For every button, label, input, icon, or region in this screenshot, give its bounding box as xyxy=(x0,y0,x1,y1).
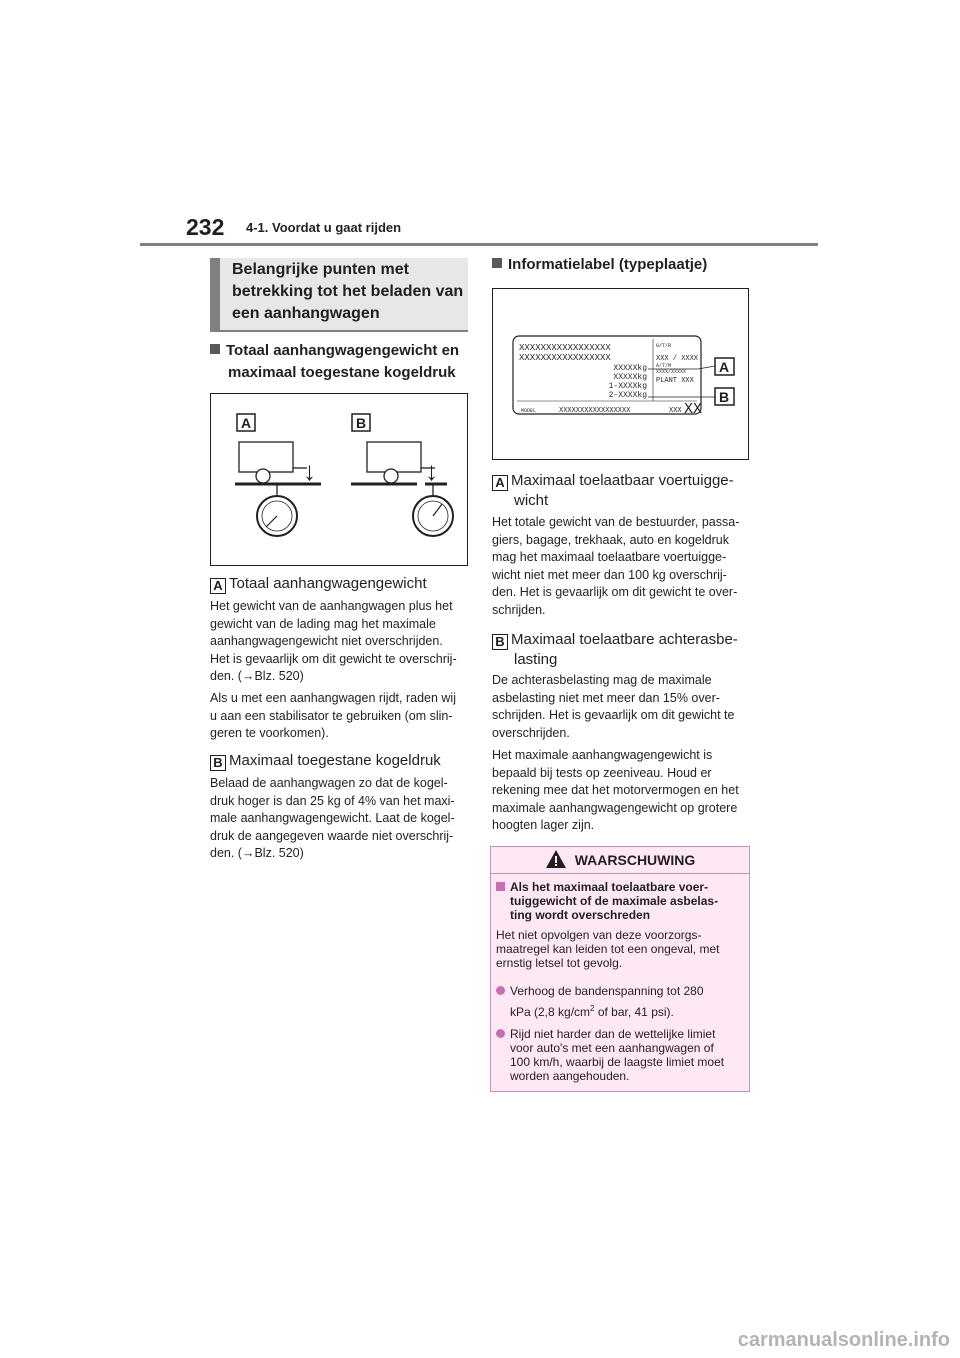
left-heading: Totaal aanhangwagengewicht en maximaal toegestane kogeldruk xyxy=(210,340,470,384)
trailer-a-icon xyxy=(235,442,321,536)
plate-figure xyxy=(492,288,749,460)
warning-square-icon xyxy=(496,882,505,891)
plate-row2: XXXXXXXXXXXXXXXXX xyxy=(519,353,611,363)
warning-bullet-2: Rijd niet harder dan de wettelijke limiet voor auto's met een aanhangwagen of 100 km/h, waarbij de laagste limiet moet worden aangehouden. xyxy=(496,1027,746,1083)
trailer-b-icon xyxy=(351,442,453,536)
plate-kg1: XXXXXkg xyxy=(613,364,647,373)
figure-label-a: A xyxy=(240,415,252,431)
left-item-a-text: Het gewicht van de aanhangwagen plus het gewicht van de lading mag het maximale aanhangwagengewicht niet overschrijden. Het is gevaarlijk om dit gewicht te overschrij- den. (→Blz. 520) xyxy=(210,599,457,683)
plate-label-b: B xyxy=(718,389,730,405)
plate-illustration xyxy=(493,289,748,459)
plate-code-big: XX xyxy=(684,401,703,418)
right-item-a-title: A Maximaal toelaatbaar voertuigge- wicht xyxy=(492,471,754,511)
bullet-dot-icon xyxy=(496,1029,505,1038)
plate-xxxx: XXXX/XXXXX xyxy=(656,369,687,375)
right-item-b-text: De achterasbelasting mag de maximale asbelasting niet met meer dan 15% over- schrijden. Het is gevaarlijk om dit gewicht te overschrijden. xyxy=(492,673,735,740)
svg-text:↓: ↓ xyxy=(425,456,438,486)
figure-label-b: B xyxy=(355,415,367,431)
right-item-a-text: Het totale gewicht van de bestuurder, passa- giers, bagage, trekhaak, auto en kogeldruk mag het maximaal toelaatbare voertuigge- wicht niet met meer dan 100 kg overschrij- den. Het is gevaarlijk om dit gewicht te over- schrijden. xyxy=(492,515,740,617)
topic-line: een aanhangwagen xyxy=(232,305,380,322)
plate-atm: A/T/M xyxy=(656,363,672,369)
right-item-b-title: B Maximaal toelaatbare achterasbe- lasting xyxy=(492,630,754,670)
warning-heading: Als het maximaal toelaatbare voer- tuiggewicht of de maximale asbelas- ting wordt overschreden xyxy=(496,880,746,922)
plate-kg3: 1-XXXXkg xyxy=(608,382,647,391)
bullet-dot-icon xyxy=(496,986,505,995)
label-b-badge: B xyxy=(210,755,226,771)
left-item-a-title: A Totaal aanhangwagengewicht xyxy=(210,574,427,594)
plate-model-value: XXXXXXXXXXXXXXXXX xyxy=(559,407,631,415)
plate-kg4: 2-XXXXkg xyxy=(608,391,647,400)
watermark: carmanualsonline.info xyxy=(737,1329,950,1351)
left-item-b-title: B Maximaal toegestane kogeldruk xyxy=(210,751,441,771)
topic-line: Belangrijke punten met xyxy=(232,261,409,278)
svg-text:↓: ↓ xyxy=(303,456,316,486)
warning-triangle-icon xyxy=(545,849,567,869)
plate-plant: PLANT XXX xyxy=(656,377,694,385)
plate-xxx: XXX / XXXX xyxy=(656,355,699,363)
plate-model-label: MODEL xyxy=(521,408,537,414)
topic-box-rule xyxy=(210,330,468,332)
plate-kg2: XXXXXkg xyxy=(613,373,647,382)
right-item-b-text2: Het maximale aanhangwagengewicht is bepaald bij tests op zeeniveau. Houd er rekening mee dat het motorvermogen en het maximale aanhangwagengewicht op grotere hoogten lager zijn. xyxy=(492,748,739,832)
heading-square-icon xyxy=(492,258,502,268)
right-heading: Informatielabel (typeplaatje) xyxy=(492,254,707,276)
plate-row1: XXXXXXXXXXXXXXXXX xyxy=(519,343,611,353)
warning-text: Het niet opvolgen van deze voorzorgs- maatregel kan leiden tot een ongeval, met ernstig letsel tot gevolg. xyxy=(496,928,720,970)
warning-bullet-1: Verhoog de bandenspanning tot 280 kPa (2,8 $kg/cm^2$ of bar, 41 psi). xyxy=(496,982,746,1021)
plate-label-a: A xyxy=(718,359,730,375)
label-a-badge: A xyxy=(492,475,508,491)
warning-header: WAARSCHUWING xyxy=(490,846,750,874)
plate-gtr: G/T/R xyxy=(656,343,672,349)
label-b-badge: B xyxy=(492,634,508,650)
plate-code-small: XXX xyxy=(669,407,682,415)
left-item-b-text: Belaad de aanhangwagen zo dat de kogel- druk hoger is dan 25 kg of 4% van het maxi- male aanhangwagengewicht. Laat de kogel- druk de aangegeven waarde niet overschrij- den. (→Blz. 520) xyxy=(210,776,455,860)
left-item-a-text2: Als u met een aanhangwagen rijdt, raden wij u aan een stabilisator te gebruiken (om slin- geren te voorkomen). xyxy=(210,691,456,740)
header-rule xyxy=(140,243,818,246)
heading-square-icon xyxy=(210,344,220,354)
label-a-badge: A xyxy=(210,578,226,594)
section-title: 4-1. Voordat u gaat rijden xyxy=(246,220,402,235)
page-number: 232 xyxy=(186,214,225,240)
trailer-illustration xyxy=(211,394,467,565)
topic-box xyxy=(210,258,468,330)
topic-line: betrekking tot het beladen van xyxy=(232,283,464,300)
trailer-figure xyxy=(210,393,468,566)
